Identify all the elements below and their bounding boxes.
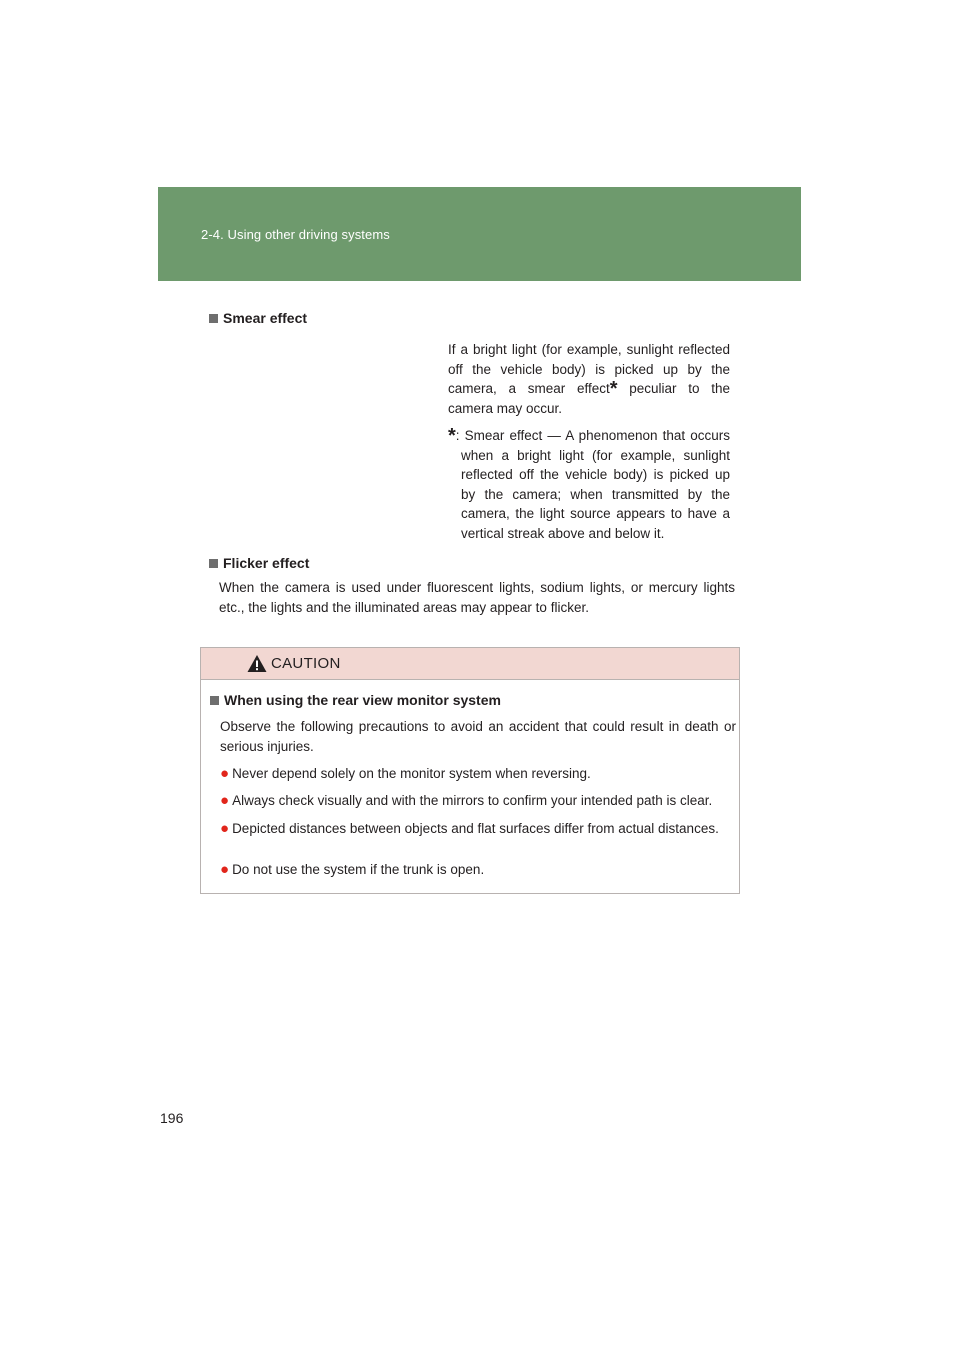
red-dot-icon: ● bbox=[220, 861, 230, 878]
flicker-effect-heading: Flicker effect bbox=[209, 555, 309, 571]
square-bullet-icon bbox=[209, 559, 218, 568]
caution-box bbox=[200, 647, 740, 894]
caution-bullet: ● Depicted distances between objects and flat surfaces differ from actual distances. bbox=[220, 820, 719, 837]
square-bullet-icon bbox=[210, 696, 219, 705]
red-dot-icon: ● bbox=[220, 765, 230, 782]
caution-bullet: ● Never depend solely on the monitor system when reversing. bbox=[220, 765, 591, 782]
smear-effect-heading: Smear effect bbox=[209, 310, 307, 326]
caution-subheading: When using the rear view monitor system bbox=[210, 692, 501, 708]
smear-effect-footnote: *: Smear effect — A phenomenon that occurs when a bright light (for example, sunlight reflected off the vehicle body) is picked up by the camera; when transmitted by the camera, the light source appears to have a vertical streak above and below it. bbox=[448, 425, 730, 541]
caution-intro: Observe the following precautions to avoid an accident that could result in death or serious injuries. bbox=[220, 719, 736, 754]
square-bullet-icon bbox=[209, 314, 218, 323]
caution-header bbox=[201, 648, 739, 680]
flicker-effect-description: When the camera is used under fluorescent lights, sodium lights, or mercury lights etc., the lights and the illuminated areas may appear to flicker. bbox=[219, 580, 735, 615]
page-number: 196 bbox=[160, 1110, 184, 1126]
section-title: 2-4. Using other driving systems bbox=[201, 227, 390, 242]
caution-bullet: ● Do not use the system if the trunk is open. bbox=[220, 861, 485, 878]
caution-title: CAUTION bbox=[271, 655, 341, 672]
red-dot-icon: ● bbox=[220, 820, 230, 837]
caution-bullet: ● Always check visually and with the mirrors to confirm your intended path is clear. bbox=[220, 792, 713, 809]
smear-effect-description: If a bright light (for example, sunlight reflected off the vehicle body) is picked up by the camera, a smear effect* peculiar to the camera may occur. bbox=[448, 342, 730, 416]
warning-triangle-icon bbox=[247, 654, 267, 673]
red-dot-icon: ● bbox=[220, 792, 230, 809]
section-header-bar bbox=[158, 187, 801, 281]
